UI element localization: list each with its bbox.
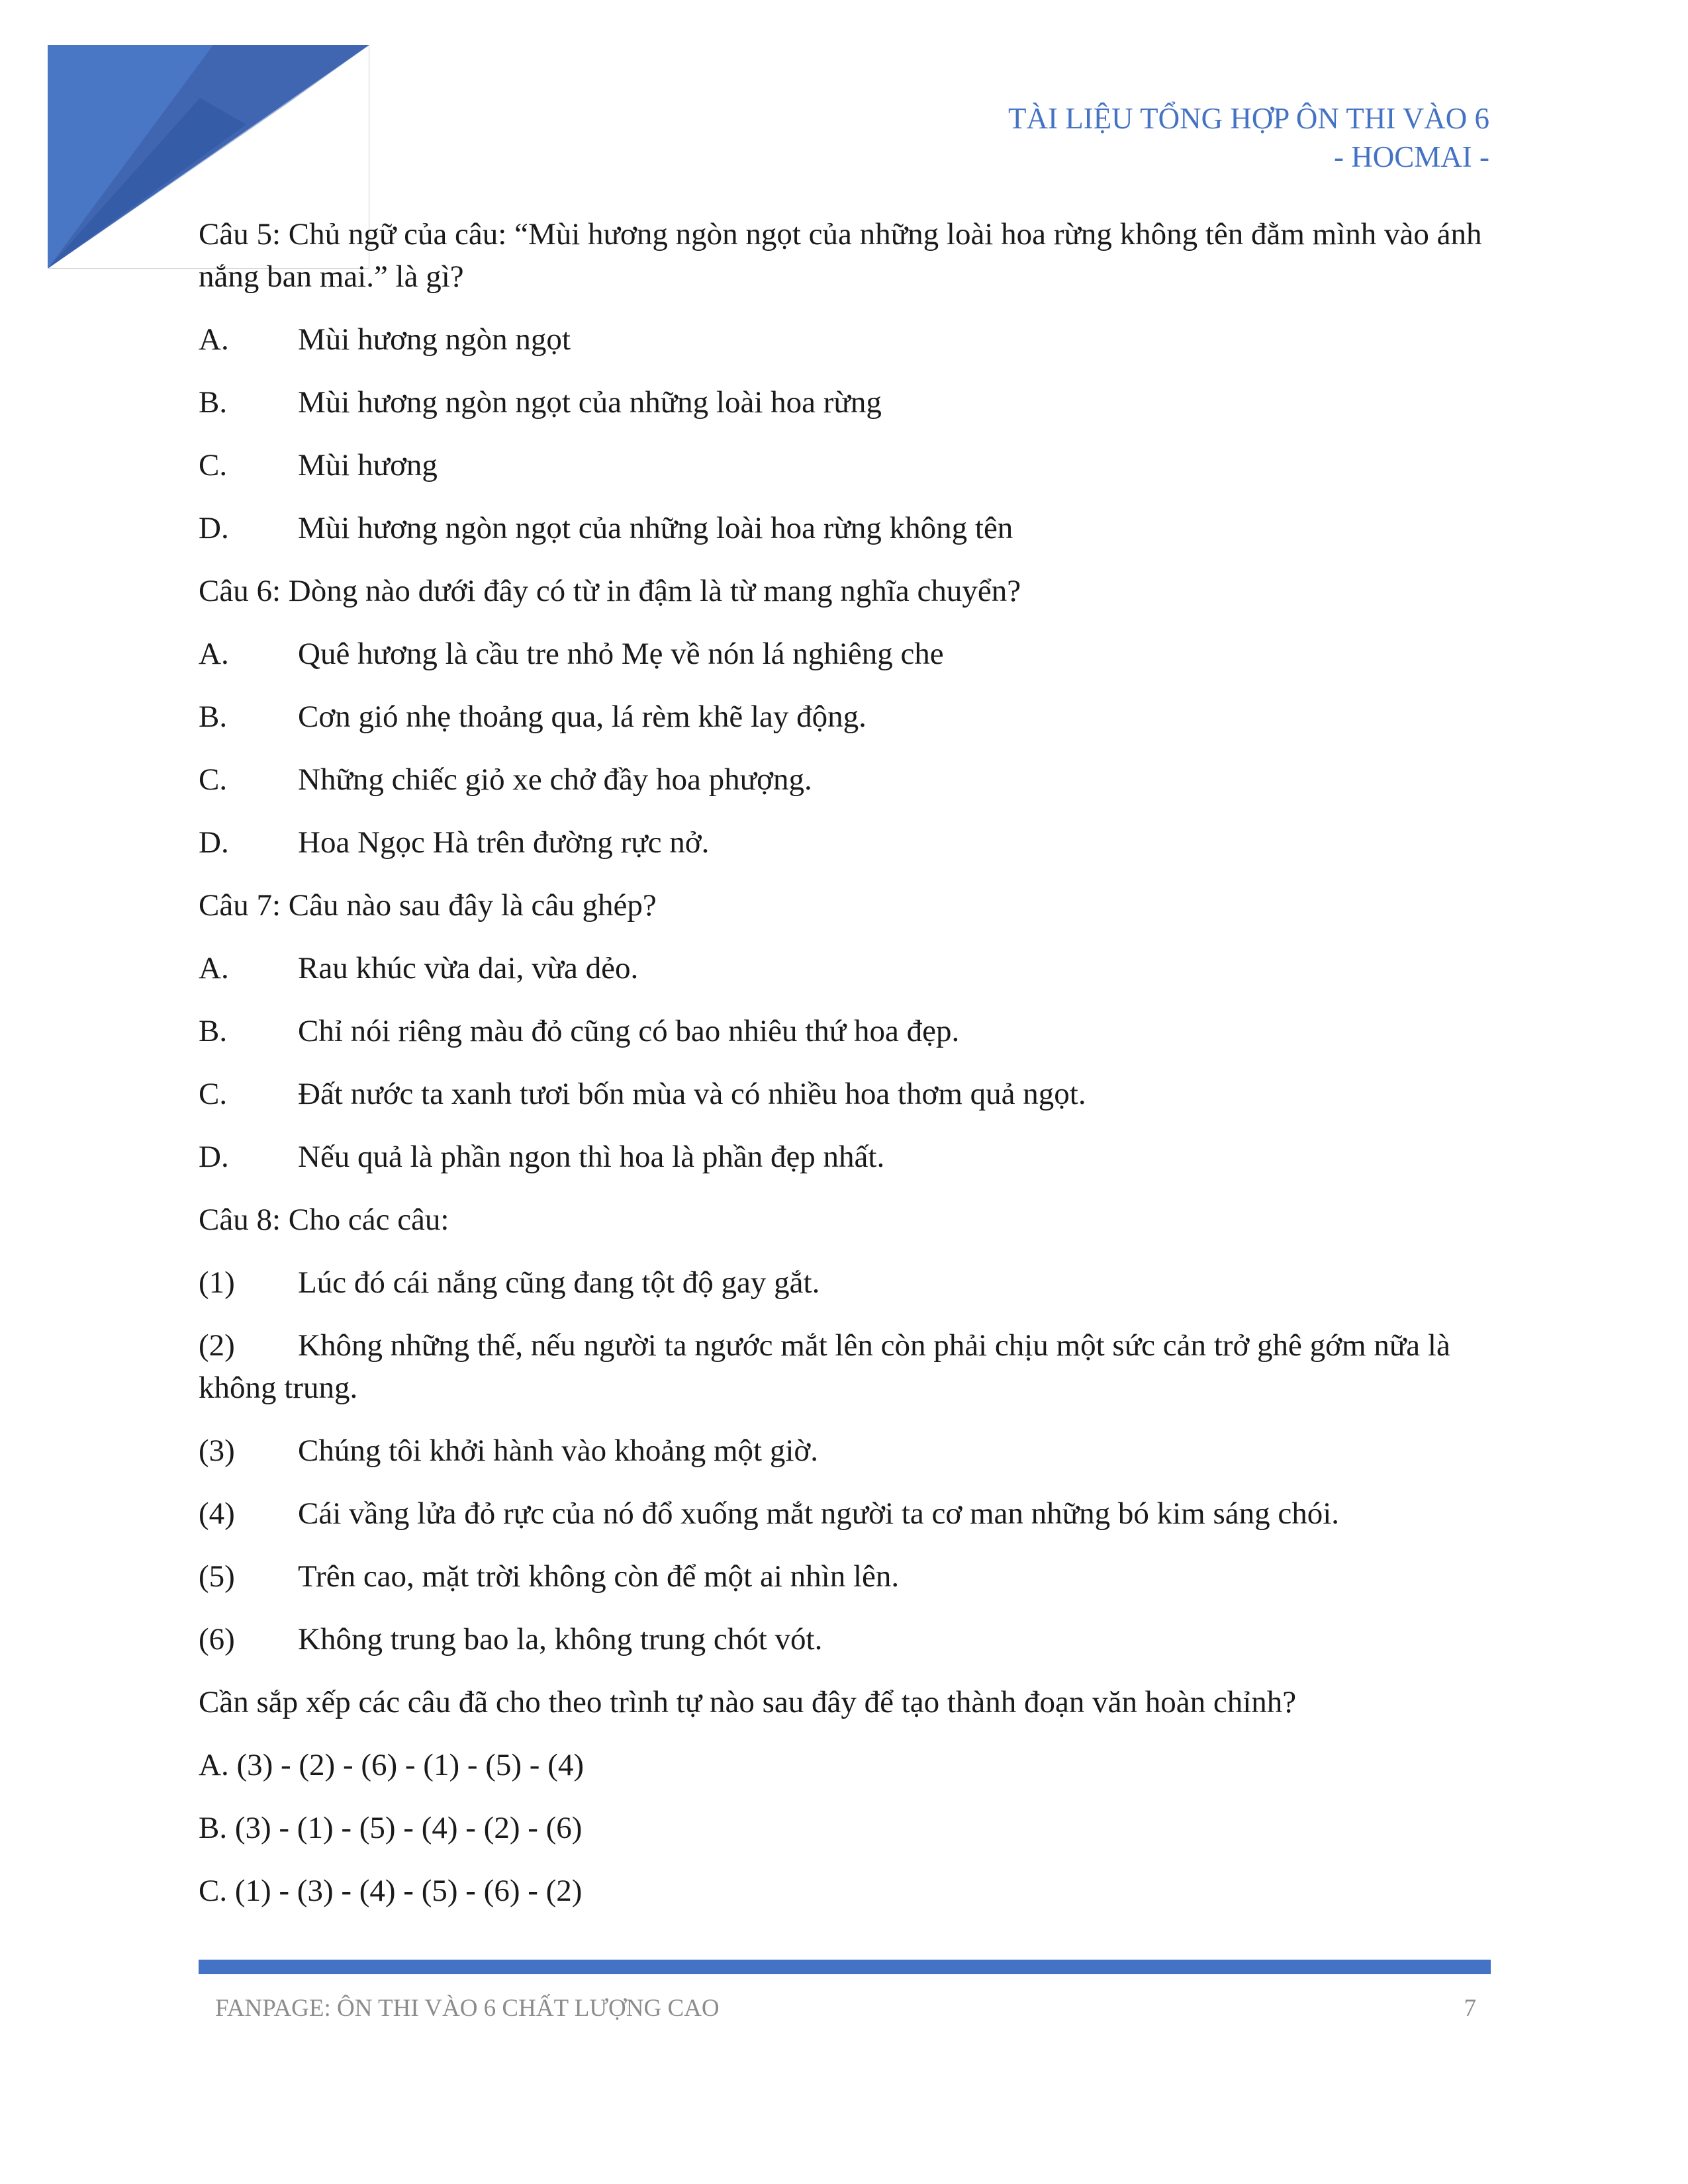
option-text: Hoa Ngọc Hà trên đường rực nở. — [298, 825, 710, 860]
option-label: D. — [199, 511, 229, 545]
q8-sentence-1 — [199, 1261, 1491, 1304]
sentence-text: Không những thế, nếu người ta ngước mắt lên còn phải chịu một sức cản trở ghê gớm nữa là không trung. — [199, 1328, 1450, 1405]
option-text: Cơn gió nhẹ thoảng qua, lá rèm khẽ lay động. — [298, 700, 867, 734]
footer-fanpage-text: FANPAGE: ÔN THI VÀO 6 CHẤT LƯỢNG CAO — [215, 1995, 720, 2022]
header-title: TÀI LIỆU TỔNG HỢP ÔN THI VÀO 6 — [1008, 102, 1489, 135]
q5-option-d — [199, 507, 1491, 549]
option-label: D. — [199, 1140, 229, 1174]
question-7: Câu 7: Câu nào sau đây là câu ghép? — [199, 888, 657, 923]
option-text: Đất nước ta xanh tươi bốn mùa và có nhiều hoa thơm quả ngọt. — [298, 1077, 1086, 1111]
page-header — [1008, 99, 1489, 176]
option-label: B. — [199, 1014, 228, 1048]
sentence-label: (2) — [199, 1328, 235, 1363]
option-label: D. — [199, 825, 229, 860]
question-8: Câu 8: Cho các câu: — [199, 1203, 449, 1237]
q7-option-b — [199, 1010, 1491, 1052]
option-label: A. — [199, 951, 229, 985]
option-text: Những chiếc giỏ xe chở đầy hoa phượng. — [298, 762, 812, 797]
option-text: Mùi hương ngòn ngọt của những loài hoa rừng — [298, 385, 882, 420]
page-footer — [215, 1992, 1476, 2025]
option-label: C. — [199, 762, 228, 797]
q6-option-c — [199, 758, 1491, 801]
sentence-label: (4) — [199, 1496, 235, 1531]
option-label: A. — [199, 637, 229, 671]
sentence-label: (5) — [199, 1559, 235, 1594]
q5-option-b — [199, 381, 1491, 424]
option-text: Quê hương là cầu tre nhỏ Mẹ về nón lá nghiêng che — [298, 637, 944, 671]
sentence-label: (6) — [199, 1622, 235, 1657]
sentence-text: Chúng tôi khởi hành vào khoảng một giờ. — [298, 1433, 818, 1468]
q5-option-c — [199, 444, 1491, 486]
q6-option-b — [199, 696, 1491, 738]
q8-answer-a: A. (3) - (2) - (6) - (1) - (5) - (4) — [199, 1748, 585, 1782]
q7-option-d — [199, 1136, 1491, 1178]
sentence-label: (3) — [199, 1433, 235, 1468]
sentence-text: Lúc đó cái nắng cũng đang tột độ gay gắt. — [298, 1265, 820, 1300]
header-subtitle: - HOCMAI - — [1334, 140, 1489, 173]
question-5: Câu 5: Chủ ngữ của câu: “Mùi hương ngòn ngọt của những loài hoa rừng không tên đằm mình vào ánh nắng ban mai.” là gì? — [199, 217, 1482, 294]
option-label: C. — [199, 448, 228, 482]
option-label: B. — [199, 385, 228, 420]
option-text: Mùi hương ngòn ngọt — [298, 322, 571, 357]
option-text: Mùi hương — [298, 448, 438, 482]
q8-sentence-4 — [199, 1492, 1491, 1535]
sentence-text: Cái vầng lửa đỏ rực của nó đổ xuống mắt người ta cơ man những bó kim sáng chói. — [298, 1496, 1340, 1531]
page-number: 7 — [1464, 1995, 1476, 2022]
option-label: B. — [199, 700, 228, 734]
q8-prompt: Cần sắp xếp các câu đã cho theo trình tự nào sau đây để tạo thành đoạn văn hoàn chỉnh? — [199, 1685, 1297, 1719]
option-text: Mùi hương ngòn ngọt của những loài hoa rừng không tên — [298, 511, 1013, 545]
q6-option-a — [199, 633, 1491, 675]
q8-answer-b: B. (3) - (1) - (5) - (4) - (2) - (6) — [199, 1811, 583, 1845]
sentence-label: (1) — [199, 1265, 235, 1300]
q8-sentence-2 — [199, 1324, 1491, 1409]
option-text: Chỉ nói riêng màu đỏ cũng có bao nhiêu thứ hoa đẹp. — [298, 1014, 960, 1048]
q8-answer-c: C. (1) - (3) - (4) - (5) - (6) - (2) — [199, 1874, 583, 1908]
q8-sentence-6 — [199, 1618, 1491, 1661]
option-text: Rau khúc vừa dai, vừa dẻo. — [298, 951, 639, 985]
q7-option-c — [199, 1073, 1491, 1115]
sentence-text: Trên cao, mặt trời không còn để một ai nhìn lên. — [298, 1559, 900, 1594]
q5-option-a — [199, 318, 1491, 361]
q6-option-d — [199, 821, 1491, 864]
q8-sentence-5 — [199, 1555, 1491, 1598]
option-label: A. — [199, 322, 229, 357]
q7-option-a — [199, 947, 1491, 989]
footer-divider — [199, 1960, 1491, 1974]
q8-sentence-3 — [199, 1430, 1491, 1472]
option-text: Nếu quả là phần ngon thì hoa là phần đẹp nhất. — [298, 1140, 885, 1174]
document-body — [199, 213, 1491, 1933]
question-6: Câu 6: Dòng nào dưới đây có từ in đậm là từ mang nghĩa chuyển? — [199, 574, 1021, 608]
option-label: C. — [199, 1077, 228, 1111]
sentence-text: Không trung bao la, không trung chót vót. — [298, 1622, 823, 1657]
